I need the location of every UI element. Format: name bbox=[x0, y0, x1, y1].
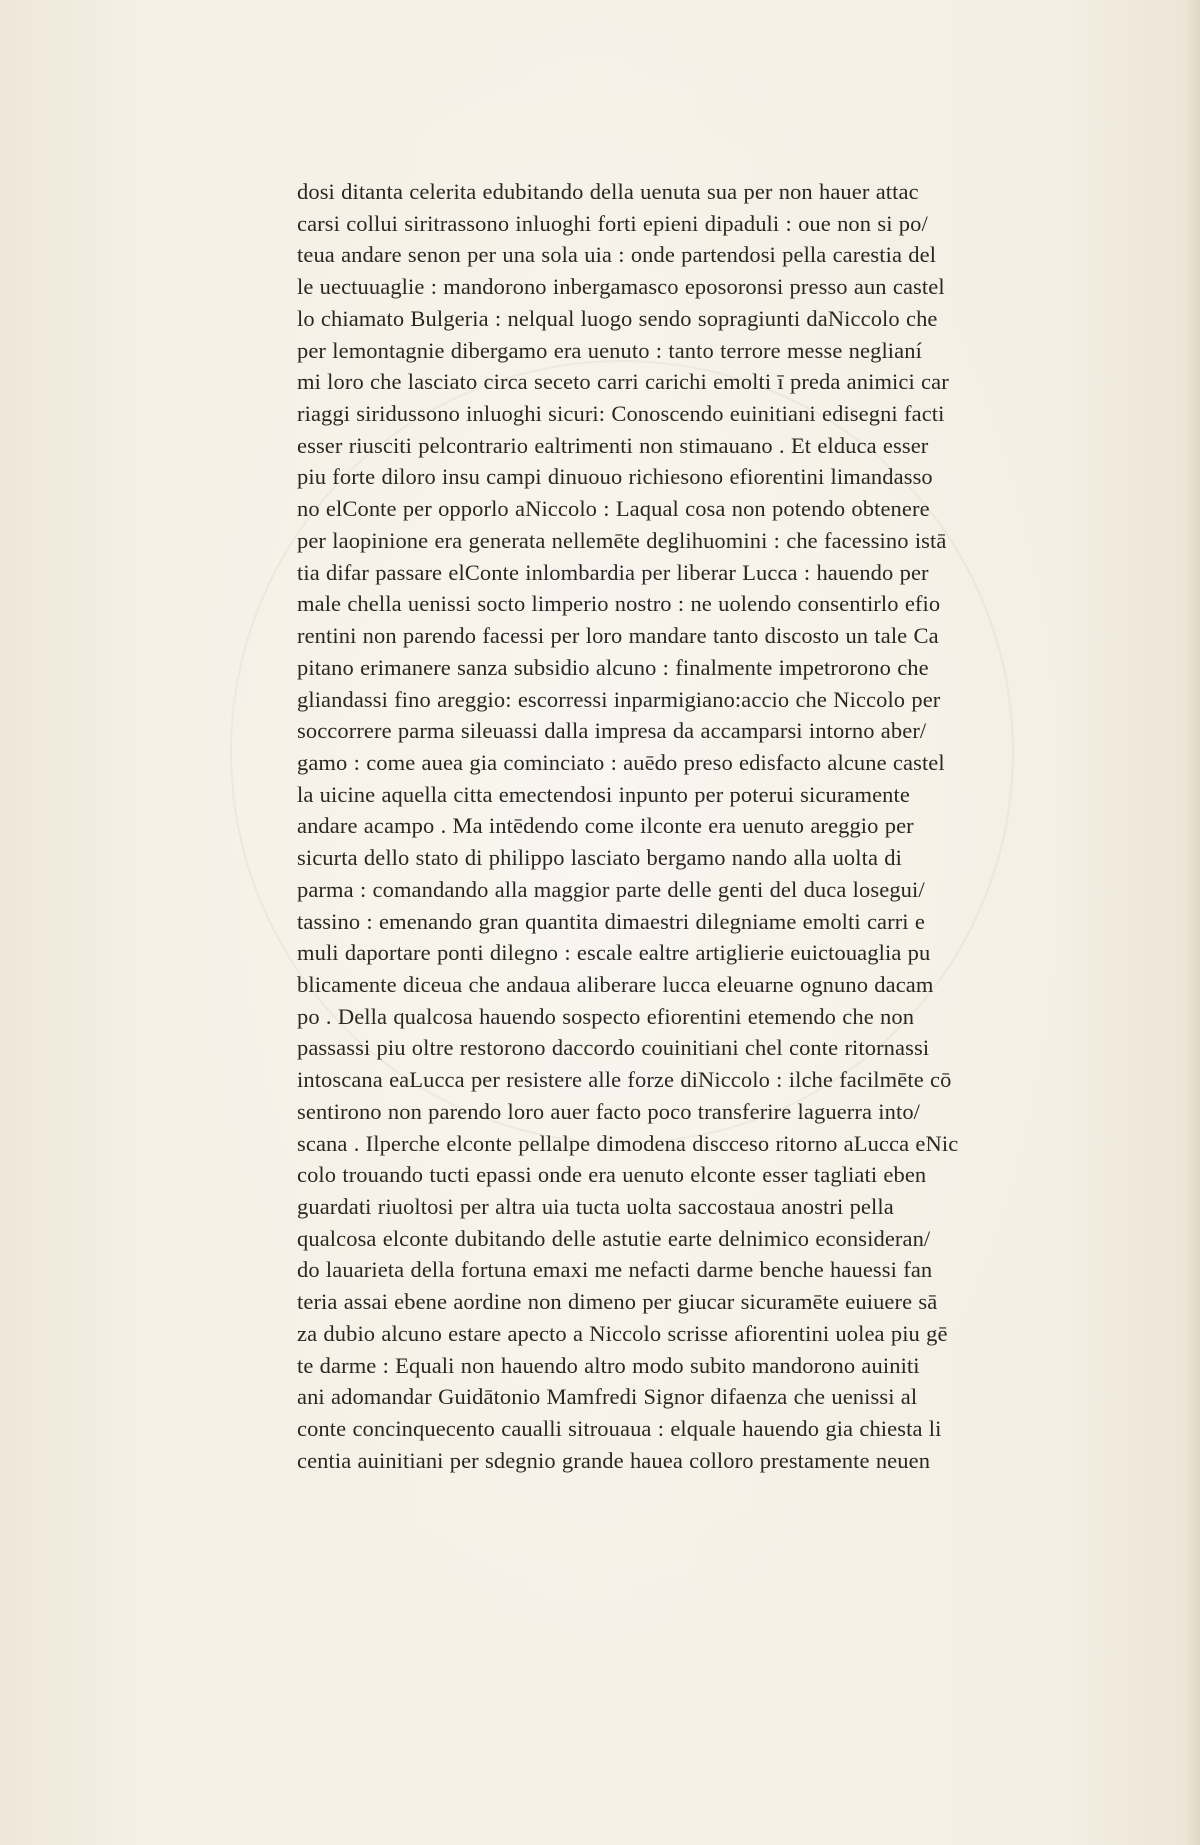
text-line: centia auinitiani per sdegnio grande hauea colloro prestamente neuen bbox=[297, 1447, 931, 1473]
text-line: lo chiamato Bulgeria : nelqual luogo sendo sopragiunti daNiccolo che bbox=[297, 305, 938, 331]
text-line: le uectuuaglie : mandorono inbergamasco eposoronsi presso aun castel bbox=[297, 274, 945, 300]
text-line: esser riusciti pelcontrario ealtrimenti non stimauano . Et elduca esser bbox=[297, 432, 929, 458]
text-line: passassi piu oltre restorono daccordo couinitiani chel conte ritornassi bbox=[297, 1035, 930, 1061]
text-line: mi loro che lasciato circa seceto carri carichi emolti ī preda animici car bbox=[297, 369, 949, 395]
text-line: dosi ditanta celerita edubitando della uenuta sua per non hauer attac bbox=[297, 179, 919, 204]
text-line: qualcosa elconte dubitando delle astutie earte delnimico econsideran/ bbox=[297, 1225, 931, 1251]
text-line: po . Della qualcosa hauendo sospecto efiorentini etemendo che non bbox=[297, 1003, 915, 1029]
text-line: sicurta dello stato di philippo lasciato bergamo nando alla uolta di bbox=[297, 845, 902, 871]
text-line: ani adomandar Guidātonio Mamfredi Signor difaenza che uenissi al bbox=[297, 1384, 918, 1410]
text-line: carsi collui siritrassono inluoghi forti epieni dipaduli : oue non si po/ bbox=[297, 210, 928, 236]
text-line: za dubio alcuno estare apecto a Niccolo scrisse afiorentini uolea piu gē bbox=[297, 1320, 948, 1346]
text-line: guardati riuoltosi per altra uia tucta uolta saccostaua anostri pella bbox=[297, 1194, 894, 1219]
text-line: riaggi siridussono inluoghi sicuri: Conoscendo euinitiani edisegni facti bbox=[297, 401, 945, 427]
text-line: per laopinione era generata nellemēte deglihuomini : che facessino istā bbox=[297, 527, 947, 553]
text-line: sentirono non parendo loro auer facto poco transferire laguerra into/ bbox=[297, 1098, 921, 1124]
text-line: intoscana eaLucca per resistere alle forze diNiccolo : ilche facilmēte cō bbox=[297, 1067, 952, 1093]
text-line: do lauarieta della fortuna emaxi me nefacti darme benche hauessi fan bbox=[297, 1257, 933, 1283]
body-text bbox=[297, 176, 1077, 1476]
text-line: pitano erimanere sanza subsidio alcuno : finalmente impetrorono che bbox=[297, 654, 929, 680]
text-line: gamo : come auea gia cominciato : auēdo preso edisfacto alcune castel bbox=[297, 749, 945, 775]
text-line: la uicine aquella citta emectendosi inpunto per poterui sicuramente bbox=[297, 781, 910, 807]
text-line: te darme : Equali non hauendo altro modo subito mandorono auiniti bbox=[297, 1352, 920, 1378]
text-line: soccorrere parma sileuassi dalla impresa da accamparsi intorno aber/ bbox=[297, 718, 927, 744]
text-line: gliandassi fino areggio: escorressi inparmigiano:accio che Niccolo per bbox=[297, 686, 941, 712]
text-line: colo trouando tucti epassi onde era uenuto elconte esser tagliati eben bbox=[297, 1162, 927, 1188]
text-line: parma : comandando alla maggior parte delle genti del duca losegui/ bbox=[297, 876, 925, 902]
text-line: teria assai ebene aordine non dimeno per giucar sicuramēte euiuere sā bbox=[297, 1289, 938, 1315]
text-line: scana . Ilperche elconte pellalpe dimodena discceso ritorno aLucca eNic bbox=[297, 1130, 959, 1156]
text-line: tassino : emenando gran quantita dimaestri dilegniame emolti carri e bbox=[297, 908, 925, 934]
text-line: andare acampo . Ma intēdendo come ilconte era uenuto areggio per bbox=[297, 813, 914, 839]
page-edge-shadow bbox=[1186, 0, 1200, 1845]
text-line: male chella uenissi socto limperio nostro : ne uolendo consentirlo efio bbox=[297, 591, 941, 617]
text-line: conte concinquecento caualli sitrouaua : elquale hauendo gia chiesta li bbox=[297, 1416, 942, 1442]
text-line: blicamente diceua che andaua aliberare lucca eleuarne ognuno dacam bbox=[297, 971, 934, 997]
text-line: rentini non parendo facessi per loro mandare tanto discosto un tale Ca bbox=[297, 623, 939, 649]
text-line: no elConte per opporlo aNiccolo : Laqual cosa non potendo obtenere bbox=[297, 496, 930, 522]
text-line: tia difar passare elConte inlombardia per liberar Lucca : hauendo per bbox=[297, 559, 929, 585]
text-line: teua andare senon per una sola uia : onde partendosi pella carestia del bbox=[297, 242, 937, 268]
text-line: muli daportare ponti dilegno : escale ealtre artiglierie euictouaglia pu bbox=[297, 940, 931, 966]
text-line: per lemontagnie dibergamo era uenuto : tanto terrore messe neglianí bbox=[297, 337, 922, 363]
text-line: piu forte diloro insu campi dinuouo richiesono efiorentini limandasso bbox=[297, 464, 933, 490]
